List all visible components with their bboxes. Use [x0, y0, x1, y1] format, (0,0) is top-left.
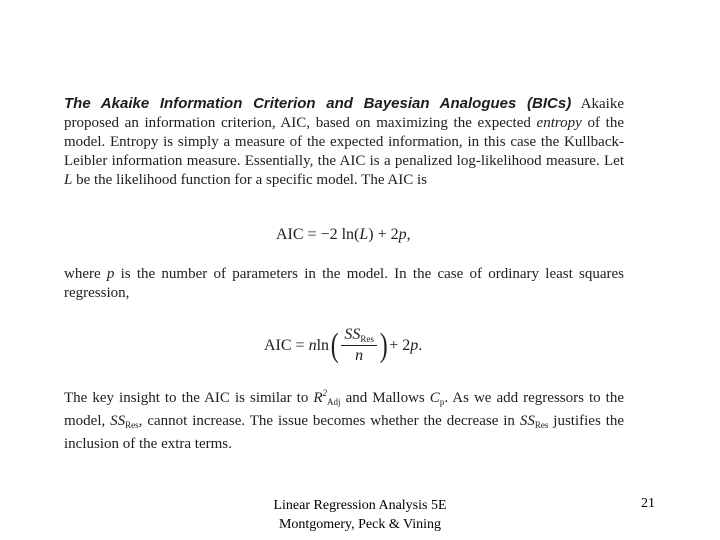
text-run: Akaike proposed an information criterion, AIC, based on maximizing the expected: [64, 96, 624, 131]
symbol-R: [313, 390, 340, 406]
footer-authors: Montgomery, Peck & Vining: [278, 517, 442, 532]
symbol-SS-subscript: Res: [125, 420, 139, 430]
symbol-C-subscript: p: [439, 397, 445, 407]
eq-part: ,: [406, 226, 411, 243]
eq-symbol-L: L: [359, 226, 369, 243]
text-run: justifies the inclusion of the extra terms.: [64, 413, 625, 452]
text-run: is the number of parameters in the model. In the case of ordinary least squares regression,: [64, 266, 624, 301]
symbol-SS-base: SS: [519, 413, 535, 429]
symbol-SS-subscript: Res: [534, 420, 549, 430]
term-entropy: entropy: [536, 115, 582, 131]
equation-aic-general: [276, 226, 411, 244]
symbol-Cp: [430, 390, 445, 406]
symbol-R-subscript: Adj: [327, 397, 341, 407]
fraction: [341, 326, 377, 365]
equation-aic-ols: [264, 326, 422, 365]
paragraph-key-insight: [64, 384, 624, 454]
slide-footer: [240, 496, 480, 534]
eq-symbol-p: p: [410, 336, 419, 354]
section-heading: The Akaike Information Criterion and Bayesian Analogues (BICs): [64, 95, 572, 112]
symbol-R-base: R: [313, 390, 323, 406]
symbol-R-superscript: 2: [322, 388, 328, 398]
symbol-C-base: C: [429, 390, 440, 406]
text-run: and Mallows: [345, 390, 425, 406]
eq-part: AIC = −2 ln(: [276, 226, 360, 243]
footer-title: Linear Regression Analysis 5E: [273, 498, 447, 513]
paragraph-aic-intro: [64, 94, 624, 190]
symbol-SS-base: SS: [110, 413, 126, 429]
eq-part: + 2: [389, 336, 411, 354]
eq-part: ) + 2: [368, 226, 399, 243]
eq-symbol-n: n: [308, 336, 317, 354]
symbol-p: p: [106, 266, 115, 282]
eq-part: AIC =: [264, 336, 305, 354]
fraction-numerator: [341, 326, 377, 346]
symbol-SSres: [110, 413, 139, 429]
eq-symbol-p: p: [398, 226, 407, 243]
eq-part: .: [418, 336, 423, 354]
symbol-SSres: [520, 413, 549, 429]
text-run: . As we add regressors to the model,: [64, 390, 625, 429]
eq-symbol-ss: SS: [344, 326, 361, 343]
text-run: be the likelihood function for a specific model. The AIC is: [76, 172, 427, 188]
text-run: where: [64, 266, 101, 282]
symbol-L: L: [64, 172, 73, 188]
text-run: The key insight to the AIC is similar to: [64, 390, 309, 406]
paragraph-parameters: [64, 265, 624, 303]
left-paren: (: [330, 326, 339, 364]
text-run: , cannot increase. The issue becomes whether the decrease in: [138, 413, 515, 429]
eq-subscript: Res: [360, 334, 374, 344]
text-run: of the model. Entropy is simply a measure of the expected information, in this case the Kullback-Leibler information measure. Essentially, the AIC is a penalized log-likelihood measure. Let: [64, 115, 625, 169]
fraction-denominator: n: [355, 347, 364, 364]
eq-part: ln: [316, 336, 330, 354]
page-number: 21: [641, 496, 655, 511]
right-paren: ): [379, 326, 388, 364]
